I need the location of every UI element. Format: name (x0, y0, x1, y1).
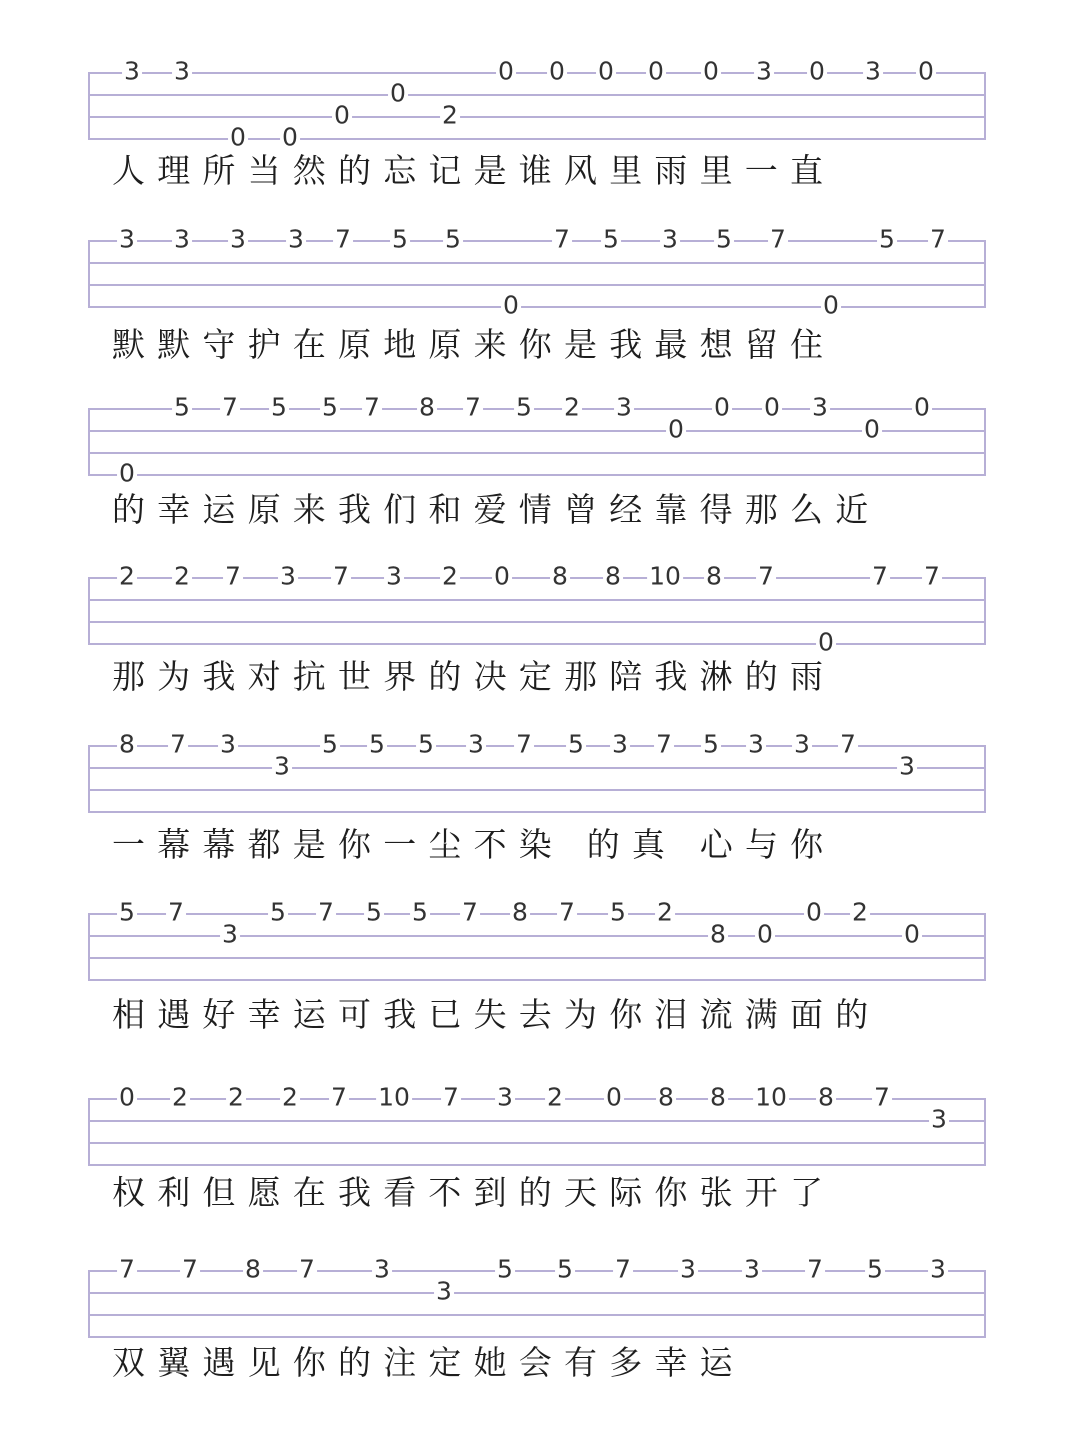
tab-note: 7 (656, 729, 672, 759)
tab-barline (984, 577, 986, 645)
tab-note: 7 (559, 897, 575, 927)
tab-note: 2 (119, 561, 135, 591)
tab-note: 7 (333, 561, 349, 591)
tab-barline (984, 72, 986, 140)
tab-note: 0 (818, 627, 834, 657)
tab-note: 7 (758, 561, 774, 591)
tab-note: 5 (568, 729, 584, 759)
tab-note: 7 (443, 1082, 459, 1112)
tab-string-line (88, 599, 986, 601)
tab-note: 5 (412, 897, 428, 927)
tab-note: 7 (554, 224, 570, 254)
tab-note: 0 (648, 56, 664, 86)
tab-string-line (88, 138, 986, 140)
tab-note: 3 (468, 729, 484, 759)
tab-note: 3 (497, 1082, 513, 1112)
tab-note: 0 (390, 78, 406, 108)
tab-note: 2 (442, 561, 458, 591)
tab-staff (88, 897, 986, 979)
tab-note: 5 (716, 224, 732, 254)
tab-note: 7 (119, 1254, 135, 1284)
tab-note: 0 (494, 561, 510, 591)
tab-string-line (88, 957, 986, 959)
tab-barline (984, 240, 986, 308)
tab-string-line (88, 1164, 986, 1166)
tab-note: 2 (547, 1082, 563, 1112)
tab-note: 3 (119, 224, 135, 254)
tab-note: 5 (603, 224, 619, 254)
tab-note: 7 (872, 561, 888, 591)
tab-note: 3 (386, 561, 402, 591)
tab-string-line (88, 1120, 986, 1122)
lyric-line: 双翼遇见你的注定她会有多幸运 (112, 1343, 745, 1382)
tab-note: 0 (282, 122, 298, 152)
tab-note: 7 (331, 1082, 347, 1112)
tab-note: 7 (318, 897, 334, 927)
tab-note: 2 (442, 100, 458, 130)
tab-barline (88, 1270, 90, 1338)
tab-string-line (88, 116, 986, 118)
tab-note: 3 (662, 224, 678, 254)
tab-note: 2 (564, 392, 580, 422)
tab-note: 2 (852, 897, 868, 927)
tab-barline (984, 1098, 986, 1166)
tab-string-line (88, 1314, 986, 1316)
tab-note: 3 (280, 561, 296, 591)
tab-note: 5 (445, 224, 461, 254)
tab-string-line (88, 72, 986, 74)
tab-string-line (88, 452, 986, 454)
tab-note: 7 (770, 224, 786, 254)
tab-note: 3 (274, 751, 290, 781)
tab-note: 5 (174, 392, 190, 422)
tab-note: 3 (616, 392, 632, 422)
tab-note: 8 (245, 1254, 261, 1284)
tab-note: 7 (225, 561, 241, 591)
tab-note: 3 (436, 1276, 452, 1306)
tab-note: 7 (874, 1082, 890, 1112)
tab-staff (88, 1082, 986, 1164)
tab-note: 0 (230, 122, 246, 152)
tab-note: 3 (220, 729, 236, 759)
tab-barline (984, 408, 986, 476)
tab-note: 5 (703, 729, 719, 759)
tab-note: 7 (465, 392, 481, 422)
tab-note: 7 (364, 392, 380, 422)
tab-barline (88, 577, 90, 645)
tab-string-line (88, 789, 986, 791)
tab-note: 5 (270, 897, 286, 927)
tab-string-line (88, 1142, 986, 1144)
tab-note: 0 (806, 897, 822, 927)
tab-note: 8 (658, 1082, 674, 1112)
tab-note: 5 (322, 392, 338, 422)
tab-string-line (88, 767, 986, 769)
tab-note: 0 (764, 392, 780, 422)
tab-note: 0 (904, 919, 920, 949)
tab-string-line (88, 643, 986, 645)
tab-note: 0 (498, 56, 514, 86)
tab-note: 0 (119, 1082, 135, 1112)
lyric-line: 权利但愿在我看不到的天际你张开了 (112, 1173, 836, 1212)
tab-string-line (88, 94, 986, 96)
tab-string-line (88, 284, 986, 286)
tab-note: 3 (748, 729, 764, 759)
tab-note: 7 (930, 224, 946, 254)
tab-note: 8 (706, 561, 722, 591)
tab-note: 3 (230, 224, 246, 254)
tab-note: 5 (516, 392, 532, 422)
tab-staff (88, 729, 986, 811)
tab-note: 7 (168, 897, 184, 927)
tab-note: 3 (288, 224, 304, 254)
tab-note: 8 (710, 1082, 726, 1112)
tab-note: 10 (649, 561, 681, 591)
tab-staff (88, 56, 986, 152)
tab-note: 3 (612, 729, 628, 759)
tab-note: 0 (334, 100, 350, 130)
tab-note: 10 (378, 1082, 410, 1112)
tab-string-line (88, 1098, 986, 1100)
tab-note: 3 (222, 919, 238, 949)
tab-note: 0 (668, 414, 684, 444)
tab-note: 0 (549, 56, 565, 86)
tab-barline (88, 913, 90, 981)
tab-note: 5 (322, 729, 338, 759)
tab-note: 7 (615, 1254, 631, 1284)
tab-note: 0 (598, 56, 614, 86)
tab-note: 0 (809, 56, 825, 86)
tab-note: 10 (755, 1082, 787, 1112)
tab-note: 5 (369, 729, 385, 759)
tab-note: 8 (605, 561, 621, 591)
tab-note: 7 (335, 224, 351, 254)
tab-note: 3 (374, 1254, 390, 1284)
tab-note: 3 (930, 1254, 946, 1284)
tab-note: 0 (864, 414, 880, 444)
tab-barline (88, 240, 90, 308)
tab-string-line (88, 430, 986, 432)
tab-note: 5 (879, 224, 895, 254)
tab-note: 8 (818, 1082, 834, 1112)
tab-note: 8 (512, 897, 528, 927)
tab-note: 8 (552, 561, 568, 591)
lyric-line: 的幸运原来我们和爱情曾经靠得那么近 (112, 490, 881, 529)
tab-note: 3 (899, 751, 915, 781)
tab-string-line (88, 1270, 986, 1272)
tab-note: 7 (840, 729, 856, 759)
lyric-line: 默默守护在原地原来你是我最想留住 (112, 325, 836, 364)
tab-string-line (88, 240, 986, 242)
tab-note: 7 (462, 897, 478, 927)
tab-note: 7 (222, 392, 238, 422)
tab-staff (88, 392, 986, 488)
lyric-line: 相遇好幸运可我已失去为你泪流满面的 (112, 995, 881, 1034)
tab-barline (88, 72, 90, 140)
tab-note: 0 (757, 919, 773, 949)
tab-note: 3 (124, 56, 140, 86)
tab-barline (984, 1270, 986, 1338)
tab-note: 5 (271, 392, 287, 422)
tab-barline (88, 745, 90, 813)
tab-barline (88, 408, 90, 476)
tab-note: 8 (710, 919, 726, 949)
tab-string-line (88, 979, 986, 981)
tab-note: 2 (228, 1082, 244, 1112)
tab-string-line (88, 1292, 986, 1294)
tab-note: 5 (366, 897, 382, 927)
tab-barline (88, 1098, 90, 1166)
tab-note: 0 (918, 56, 934, 86)
tab-staff (88, 1254, 986, 1336)
tab-note: 3 (680, 1254, 696, 1284)
tab-note: 2 (174, 561, 190, 591)
tab-note: 5 (418, 729, 434, 759)
tab-string-line (88, 621, 986, 623)
tab-note: 7 (170, 729, 186, 759)
tab-note: 7 (299, 1254, 315, 1284)
tab-note: 3 (931, 1104, 947, 1134)
tab-note: 5 (497, 1254, 513, 1284)
tab-string-line (88, 474, 986, 476)
tab-string-line (88, 262, 986, 264)
tab-note: 0 (703, 56, 719, 86)
tab-note: 7 (924, 561, 940, 591)
tab-note: 0 (606, 1082, 622, 1112)
lyric-line: 一幕幕都是你一尘不染 的真 心与你 (112, 825, 836, 864)
tab-note: 3 (865, 56, 881, 86)
tab-note: 0 (714, 392, 730, 422)
tab-note: 0 (119, 458, 135, 488)
tab-string-line (88, 306, 986, 308)
tab-barline (984, 913, 986, 981)
tab-note: 0 (914, 392, 930, 422)
tab-note: 3 (812, 392, 828, 422)
tab-note: 5 (119, 897, 135, 927)
tab-note: 3 (794, 729, 810, 759)
tab-note: 8 (419, 392, 435, 422)
tab-note: 3 (174, 224, 190, 254)
tab-note: 7 (182, 1254, 198, 1284)
lyric-line: 那为我对抗世界的决定那陪我淋的雨 (112, 657, 836, 696)
tab-staff (88, 561, 986, 657)
tab-barline (984, 745, 986, 813)
tab-note: 2 (172, 1082, 188, 1112)
tab-note: 2 (282, 1082, 298, 1112)
tab-note: 3 (744, 1254, 760, 1284)
lyric-line: 人理所当然的忘记是谁风里雨里一直 (112, 151, 836, 190)
tab-string-line (88, 811, 986, 813)
tab-note: 5 (867, 1254, 883, 1284)
tab-note: 2 (657, 897, 673, 927)
tab-note: 5 (610, 897, 626, 927)
tab-note: 3 (756, 56, 772, 86)
tab-note: 5 (557, 1254, 573, 1284)
tab-note: 5 (392, 224, 408, 254)
tab-note: 7 (516, 729, 532, 759)
tab-note: 3 (174, 56, 190, 86)
tab-note: 7 (807, 1254, 823, 1284)
tab-note: 0 (503, 290, 519, 320)
tab-note: 0 (823, 290, 839, 320)
tab-staff (88, 224, 986, 320)
tab-note: 8 (119, 729, 135, 759)
